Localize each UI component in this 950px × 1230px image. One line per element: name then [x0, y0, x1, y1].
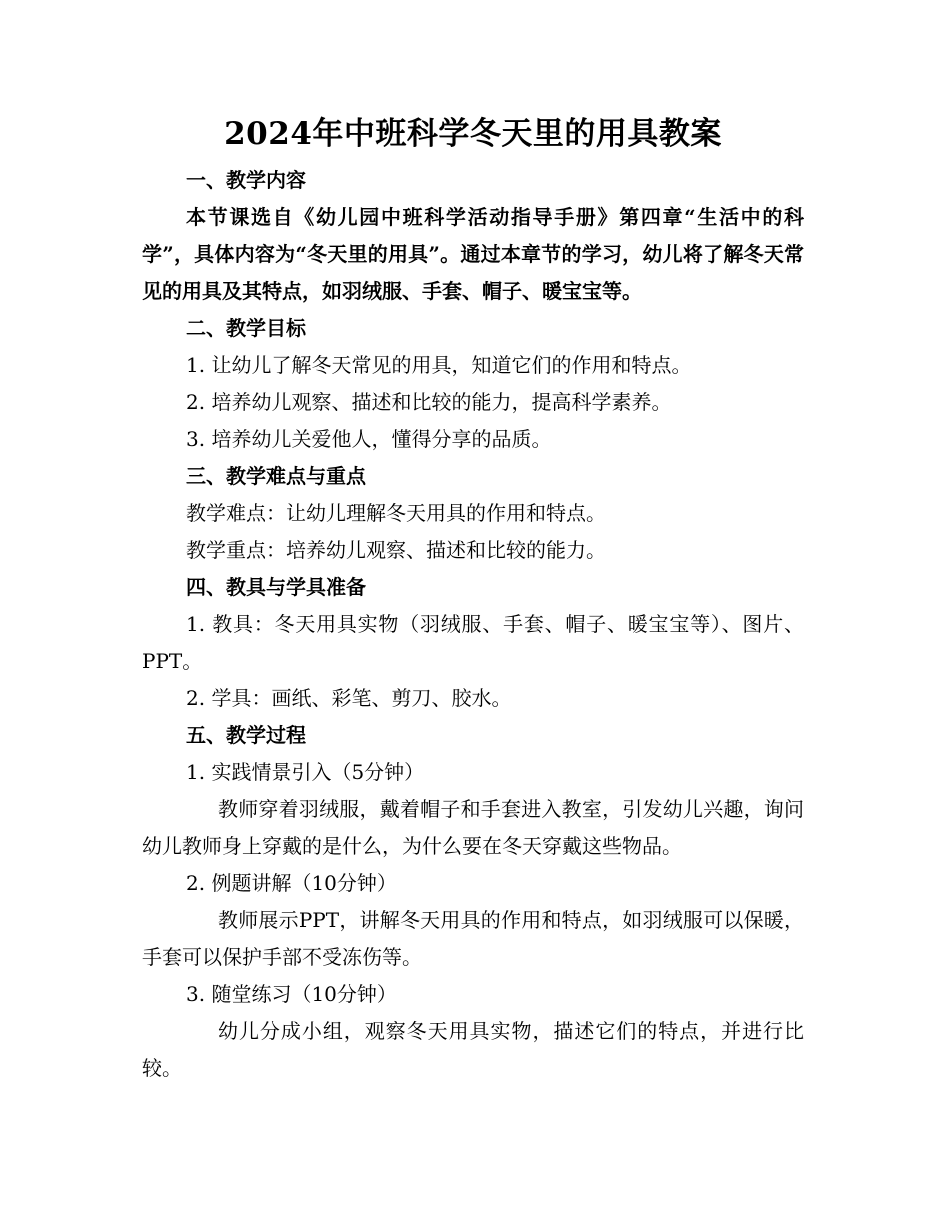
- section-1-paragraph: 本节课选自《幼儿园中班科学活动指导手册》第四章“生活中的科学”，具体内容为“冬天里的用具”。通过本章节的学习，幼儿将了解冬天常见的用具及其特点，如羽绒服、手套、帽子、暖宝宝等。: [142, 205, 804, 303]
- process-step-text-3: 幼儿分成小组，观察冬天用具实物，描述它们的特点，并进行比较。: [142, 1019, 804, 1080]
- teaching-aids-item: 1. 教具：冬天用具实物（羽绒服、手套、帽子、暖宝宝等）、图片、PPT。: [142, 612, 804, 673]
- learning-tools-item: 2. 学具：画纸、彩笔、剪刀、胶水。: [186, 686, 512, 710]
- section-heading-5: 五、教学过程: [186, 723, 306, 747]
- key-point-item: 教学重点：培养幼儿观察、描述和比较的能力。: [186, 538, 606, 562]
- process-step-label-3: 3. 随堂练习（10分钟）: [186, 982, 397, 1006]
- process-step-text-1: 教师穿着羽绒服，戴着帽子和手套进入教室，引发幼儿兴趣，询问幼儿教师身上穿戴的是什么，为什么要在冬天穿戴这些物品。: [142, 797, 804, 858]
- document-title: 2024年中班科学冬天里的用具教案: [224, 116, 722, 152]
- section-heading-4: 四、教具与学具准备: [186, 575, 366, 599]
- objective-item-3: 3. 培养幼儿关爱他人，懂得分享的品质。: [186, 427, 552, 451]
- section-heading-2: 二、教学目标: [186, 316, 306, 340]
- section-heading-1: 一、教学内容: [186, 168, 306, 192]
- difficulty-item: 教学难点：让幼儿理解冬天用具的作用和特点。: [186, 501, 606, 525]
- process-step-label-1: 1. 实践情景引入（5分钟）: [186, 760, 425, 784]
- process-step-label-2: 2. 例题讲解（10分钟）: [186, 871, 397, 895]
- document-body: [142, 112, 804, 1087]
- objective-item-1: 1. 让幼儿了解冬天常见的用具，知道它们的作用和特点。: [186, 353, 692, 377]
- objective-item-2: 2. 培养幼儿观察、描述和比较的能力，提高科学素养。: [186, 390, 672, 414]
- section-heading-3: 三、教学难点与重点: [186, 464, 366, 488]
- process-step-text-2: 教师展示PPT，讲解冬天用具的作用和特点，如羽绒服可以保暖，手套可以保护手部不受冻伤等。: [142, 908, 804, 969]
